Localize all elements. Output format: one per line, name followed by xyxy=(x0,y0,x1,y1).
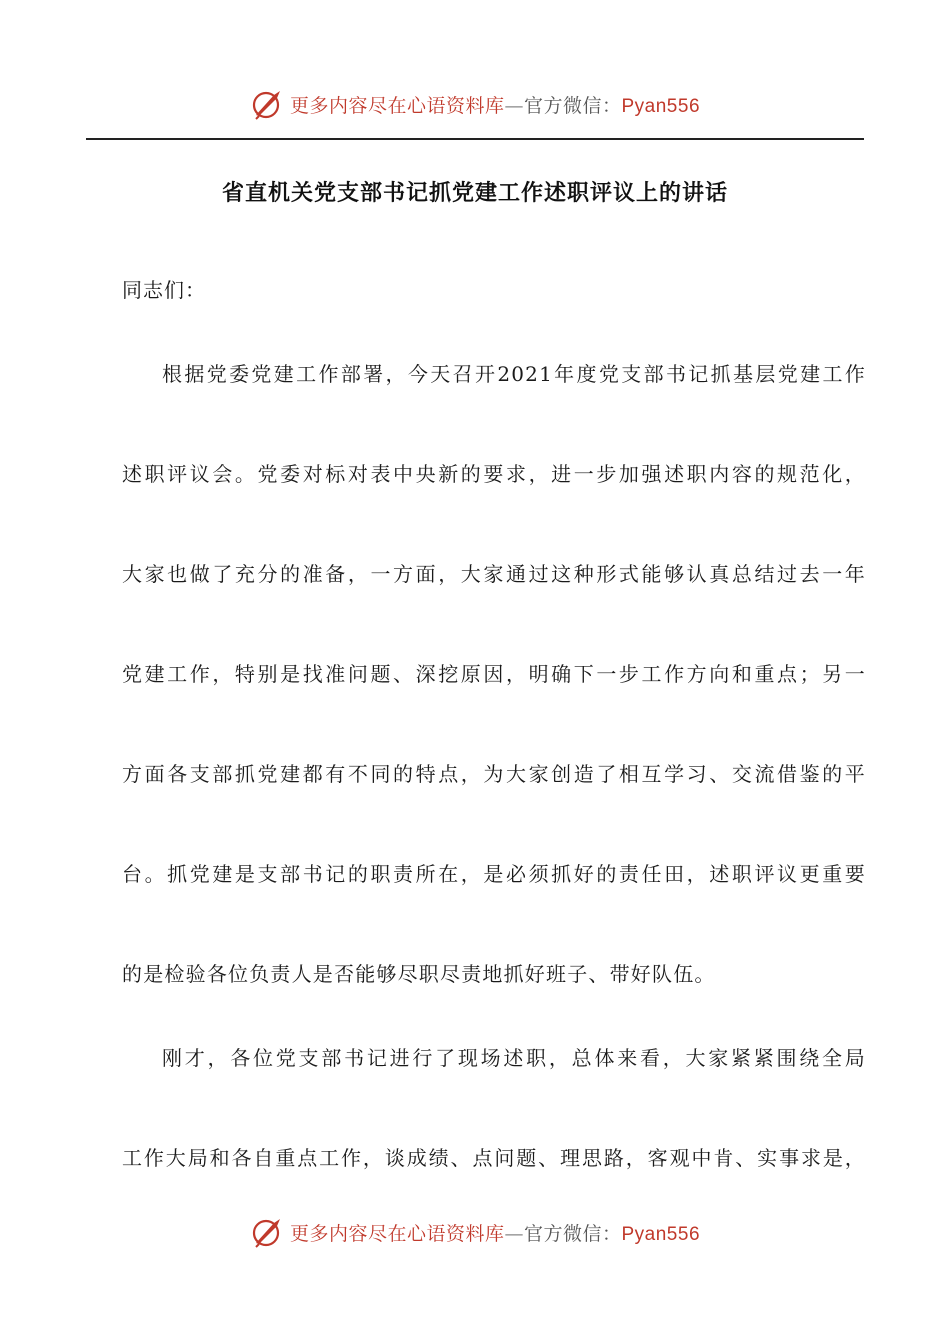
paragraph-1 xyxy=(122,361,866,1061)
paragraph-line: 刚才，各位党支部书记进行了现场述职，总体来看，大家紧紧围绕全局 xyxy=(162,1046,866,1070)
header-divider xyxy=(86,138,864,140)
banner-wechat-label: 官方微信： xyxy=(523,94,622,117)
banner-main-text: 更多内容尽在心语资料库 xyxy=(289,94,505,117)
banner-main-text: 更多内容尽在心语资料库 xyxy=(289,1222,505,1245)
quill-pen-logo-icon xyxy=(250,87,284,121)
paragraph-line: 工作大局和各自重点工作，谈成绩、点问题、理思路，客观中肯、实事求是， xyxy=(122,1146,866,1170)
paragraph-line: 述职评议会。党委对标对表中央新的要求，进一步加强述职内容的规范化， xyxy=(122,462,866,486)
paragraph-line: 的是检验各位负责人是否能够尽职尽责地抓好班子、带好队伍。 xyxy=(122,962,716,986)
paragraph-line: 党建工作，特别是找准问题、深挖原因，明确下一步工作方向和重点；另一 xyxy=(122,662,866,686)
banner-dash: — xyxy=(504,94,524,117)
banner-dash: — xyxy=(504,1222,524,1245)
banner-text xyxy=(290,1219,700,1246)
header-banner xyxy=(0,84,950,124)
document-title: 省直机关党支部书记抓党建工作述职评议上的讲话 xyxy=(221,181,728,206)
salutation: 同志们： xyxy=(122,278,206,302)
paragraph-line: 根据党委党建工作部署，今天召开2021年度党支部书记抓基层党建工作 xyxy=(162,362,866,386)
footer-banner xyxy=(0,1212,950,1252)
banner-wechat-account: Pyan556 xyxy=(621,1223,701,1245)
paragraph-line: 大家也做了充分的准备，一方面，大家通过这种形式能够认真总结过去一年 xyxy=(122,562,866,586)
banner-text xyxy=(290,91,700,118)
banner-wechat-label: 官方微信： xyxy=(523,1222,622,1245)
paragraph-line: 台。抓党建是支部书记的职责所在，是必须抓好的责任田，述职评议更重要 xyxy=(122,862,866,886)
quill-pen-logo-icon xyxy=(250,1215,284,1249)
paragraph-line: 方面各支部抓党建都有不同的特点，为大家创造了相互学习、交流借鉴的平 xyxy=(122,762,866,786)
banner-wechat-account: Pyan556 xyxy=(621,95,701,117)
